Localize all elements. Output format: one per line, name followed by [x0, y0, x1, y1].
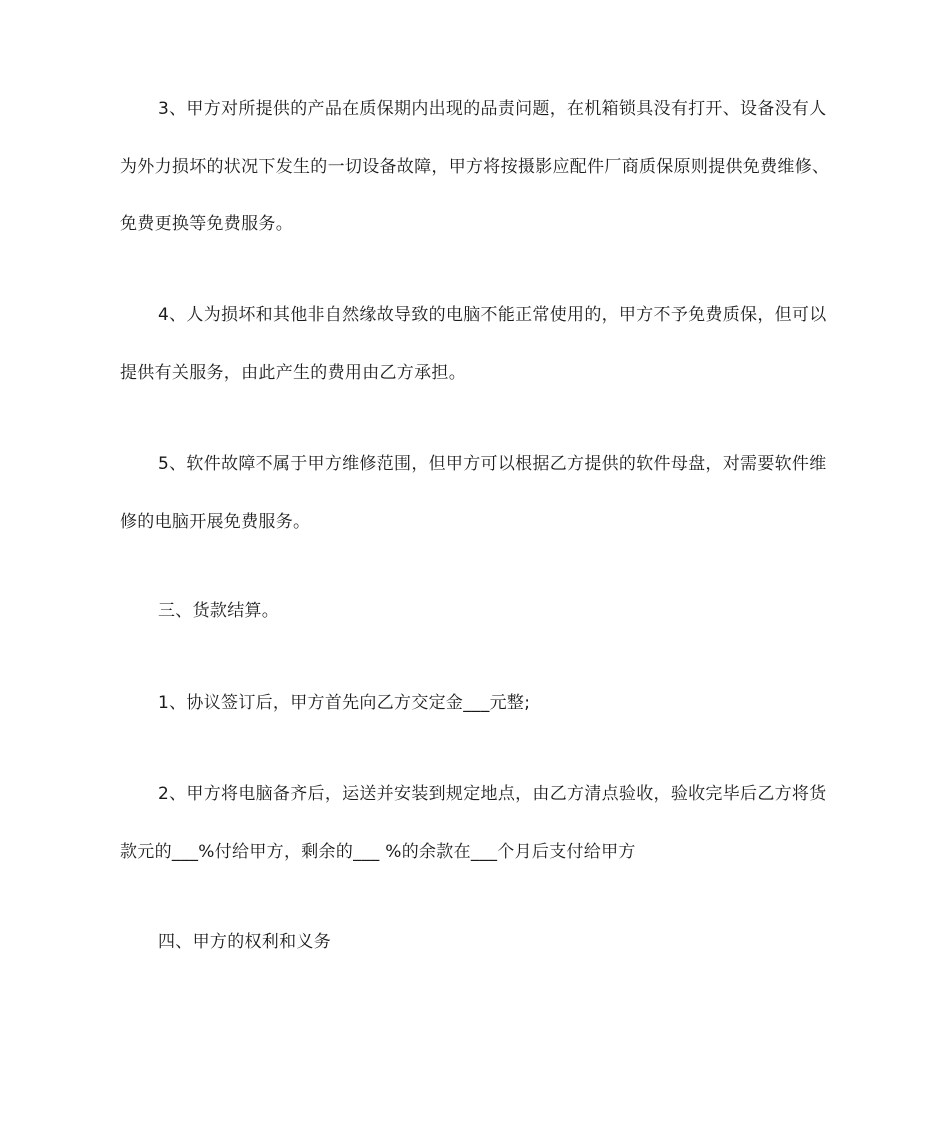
clause-3-warranty-paragraph: 3、甲方对所提供的产品在质保期内出现的品责问题，在机箱锁具没有打开、设备没有人为外力损坏的状况下发生的一切设备故障，甲方将按摄影应配件厂商质保原则提供免费维修、免费更换等免费服务。	[120, 99, 830, 234]
payment-clause-1-paragraph: 1、协议签订后，甲方首先向乙方交定金___元整;	[158, 693, 531, 713]
clause-5-software-paragraph: 5、软件故障不属于甲方维修范围，但甲方可以根据乙方提供的软件母盘，对需要软件维修的电脑开展免费服务。	[120, 454, 827, 532]
section-3-payment-heading: 三、货款结算。	[158, 601, 280, 621]
section-4-rights-heading: 四、甲方的权利和义务	[158, 932, 331, 952]
payment-clause-2-paragraph: 2、甲方将电脑备齐后，运送并安装到规定地点，由乙方清点验收，验收完毕后乙方将货款元的___%付给甲方，剩余的___ %的余款在___个月后支付给甲方	[120, 784, 827, 862]
clause-4-damage-paragraph: 4、人为损坏和其他非自然缘故导致的电脑不能正常使用的，甲方不予免费质保，但可以提供有关服务，由此产生的费用由乙方承担。	[120, 305, 827, 383]
